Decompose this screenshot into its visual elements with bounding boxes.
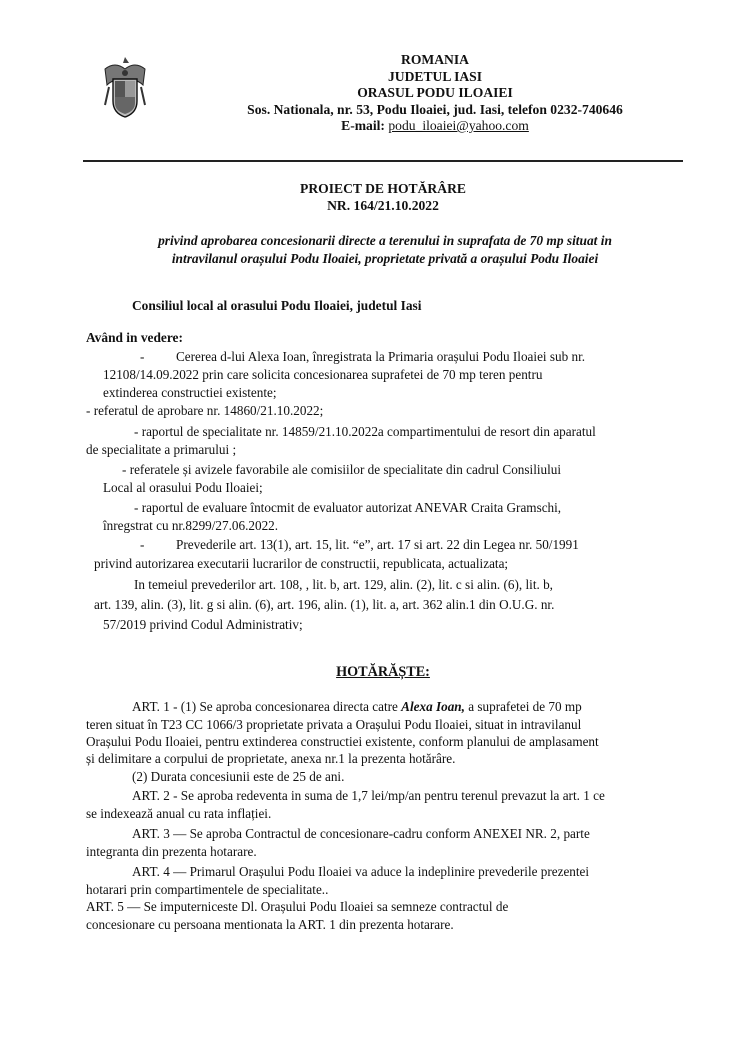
header-divider	[83, 160, 683, 162]
decides-heading: HOTĂRĂȘTE:	[336, 664, 430, 680]
article-1-line-2: teren situat în T23 CC 1066/3 proprietate privata a Orașului Podu Iloaiei, situat in intravilanul	[86, 717, 582, 732]
document-subject	[100, 232, 670, 268]
article-1-paragraph-2: (2) Durata concesiunii este de 25 de ani.	[132, 769, 345, 784]
article-3-line-1: ART. 3 — Se aproba Contractul de concesionare-cadru conform ANEXEI NR. 2, parte	[132, 826, 590, 841]
consideration-dash: -	[140, 349, 145, 364]
having-in-view-heading: Având in vedere:	[86, 330, 183, 345]
article-2-line-2: se indexează anual cu rata inflației.	[86, 806, 272, 821]
consideration-line: de specialitate a primarului ;	[86, 442, 237, 457]
consideration-line: Prevederile art. 13(1), art. 15, lit. “e”, art. 17 si art. 22 din Legea nr. 50/1991	[176, 537, 579, 552]
article-1-prefix: ART. 1 - (1) Se aproba concesionarea directa catre	[132, 699, 402, 714]
article-1-line-4: și delimitare a corpului de proprietate, anexa nr.1 la prezenta hotărâre.	[86, 751, 456, 766]
consideration-line: înregstrat cu nr.8299/27.06.2022.	[103, 518, 279, 533]
consideration-line: Cererea d-lui Alexa Ioan, înregistrata la Primaria orașului Podu Iloaiei sub nr.	[176, 349, 586, 364]
article-3-line-2: integranta din prezenta hotarare.	[86, 844, 257, 859]
article-1-line-1	[132, 698, 582, 716]
county-name: JUDETUL IASI	[387, 68, 483, 84]
email-link[interactable]: podu_iloaiei@yahoo.com	[388, 118, 529, 133]
consideration-line: - raportul de evaluare întocmit de evaluator autorizat ANEVAR Craita Gramschi,	[134, 500, 562, 515]
beneficiary-name: Alexa Ioan,	[401, 699, 465, 714]
email-line	[150, 118, 720, 135]
consideration-line: In temeiul prevederilor art. 108, , lit. b, art. 129, alin. (2), lit. c si alin. (6), lit. b,	[134, 577, 553, 592]
title-line-1: PROIECT DE HOTĂRÂRE	[300, 181, 466, 196]
consideration-line: privind autorizarea executarii lucrarilor de constructii, republicata, actualizata;	[94, 556, 509, 571]
consideration-line: art. 139, alin. (3), lit. g si alin. (6), art. 196, alin. (1), lit. a, art. 362 alin.1 din O.U.G. nr.	[94, 597, 555, 612]
consideration-line: - referatul de aprobare nr. 14860/21.10.2022;	[86, 403, 324, 418]
consideration-line: Local al orasului Podu Iloaiei;	[103, 480, 263, 495]
consideration-line: 57/2019 privind Codul Administrativ;	[103, 617, 303, 632]
address-line: Sos. Nationala, nr. 53, Podu Iloaiei, jud. Iasi, telefon 0232-740646	[247, 101, 623, 117]
consideration-line: - raportul de specialitate nr. 14859/21.10.2022a compartimentului de resort din aparatul	[134, 424, 596, 439]
consideration-dash: -	[140, 537, 145, 552]
article-1-line-3: Orașului Podu Iloaiei, pentru extinderea constructiei existente, conform planului de amplasament	[86, 734, 599, 749]
article-5-line-1: ART. 5 — Se imputerniceste Dl. Orașului Podu Iloaiei sa semneze contractul de	[86, 899, 509, 914]
article-1-suffix: a suprafetei de 70 mp	[464, 699, 582, 714]
subject-line-1: privind aprobarea concesionarii directe a terenului in suprafata de 70 mp situat in	[158, 233, 612, 248]
country-name: ROMANIA	[401, 52, 469, 67]
article-2-line-1: ART. 2 - Se aproba redeventa in suma de 1,7 lei/mp/an pentru terenul prevazut la art. 1 ce	[132, 788, 605, 803]
article-4-line-1: ART. 4 — Primarul Orașului Podu Iloaiei va aduce la indeplinire prevederile prezentei	[132, 864, 590, 879]
article-4-line-2: hotarari prin compartimentele de specialitate..	[86, 882, 329, 897]
letterhead	[150, 52, 720, 135]
council-name: Consiliul local al orasului Podu Iloaiei, judetul Iasi	[132, 298, 422, 313]
title-line-2: NR. 164/21.10.2022	[327, 198, 439, 213]
email-label: E-mail:	[341, 118, 385, 133]
consideration-line: 12108/14.09.2022 prin care solicita concesionarea suprafetei de 70 mp teren pentru	[103, 367, 543, 382]
consideration-line: extinderea constructiei existente;	[103, 385, 277, 400]
coat-of-arms-icon	[101, 55, 149, 121]
consideration-line: - referatele și avizele favorabile ale comisiilor de specialitate din cadrul Consiliului	[122, 462, 562, 477]
subject-line-2: intravilanul orașului Podu Iloaiei, proprietate privată a orașului Podu Iloaiei	[171, 251, 599, 266]
document-title	[83, 180, 683, 214]
town-name: ORASUL PODU ILOAIEI	[357, 85, 513, 100]
article-5-line-2: concesionare cu persoana mentionata la ART. 1 din prezenta hotarare.	[86, 917, 454, 932]
